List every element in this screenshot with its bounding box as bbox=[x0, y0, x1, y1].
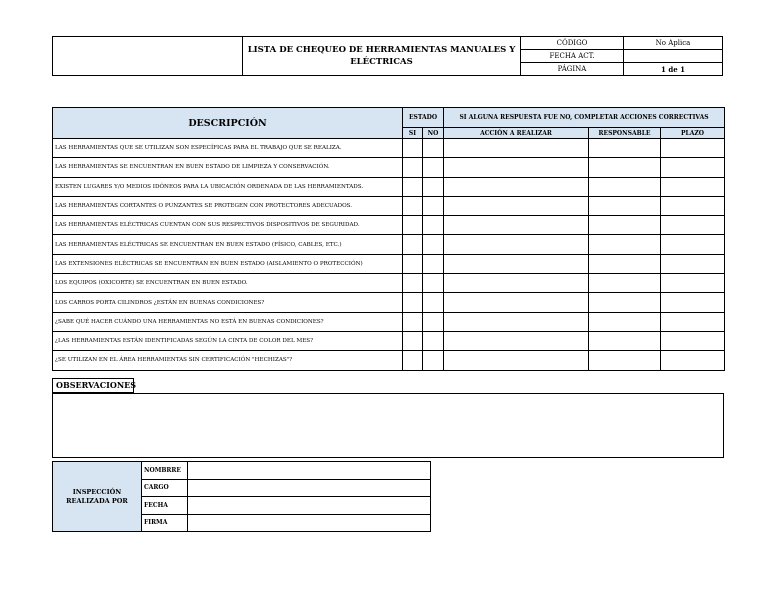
checklist-row bbox=[53, 254, 725, 273]
name-label: NOMBRRE bbox=[142, 462, 188, 480]
no-cell[interactable] bbox=[423, 331, 444, 350]
corrective-actions-header: SI ALGUNA RESPUESTA FUE NO, COMPLETAR ACCIONES CORRECTIVAS bbox=[444, 108, 725, 128]
no-cell[interactable] bbox=[423, 254, 444, 273]
no-cell[interactable] bbox=[423, 196, 444, 215]
logo-area bbox=[53, 37, 243, 76]
item-description: EXISTEN LUGARES Y/O MEDIOS IDÓNEOS PARA LA UBICACIÓN ORDENADA DE LAS HERRAMIENTADS. bbox=[53, 177, 403, 196]
item-description: LOS EQUIPOS (OXICORTE) SE ENCUENTRAN EN BUEN ESTADO. bbox=[53, 274, 403, 293]
update-date-value[interactable] bbox=[624, 50, 723, 63]
item-description: ¿SE UTILIZAN EN EL ÁREA HERRAMIENTAS SIN CERTIFICACIÓN "HECHIZAS"? bbox=[53, 351, 403, 370]
si-cell[interactable] bbox=[403, 351, 423, 370]
update-date-label: FECHA ACT. bbox=[521, 50, 624, 63]
deadline-cell[interactable] bbox=[661, 177, 725, 196]
action-cell[interactable] bbox=[444, 139, 589, 158]
checklist-row bbox=[53, 312, 725, 331]
action-cell[interactable] bbox=[444, 235, 589, 254]
inspection-table bbox=[52, 461, 431, 532]
responsible-cell[interactable] bbox=[589, 177, 661, 196]
responsible-cell[interactable] bbox=[589, 351, 661, 370]
inspection-label: INSPECCIÓN REALIZADA POR bbox=[53, 462, 142, 532]
no-cell[interactable] bbox=[423, 216, 444, 235]
page-value: 1 de 1 bbox=[624, 63, 723, 76]
deadline-cell[interactable] bbox=[661, 254, 725, 273]
checklist-table bbox=[52, 107, 725, 371]
checklist-row bbox=[53, 351, 725, 370]
deadline-cell[interactable] bbox=[661, 235, 725, 254]
si-cell[interactable] bbox=[403, 312, 423, 331]
signature-label: FIRMA bbox=[142, 514, 188, 532]
responsible-cell[interactable] bbox=[589, 216, 661, 235]
no-cell[interactable] bbox=[423, 351, 444, 370]
item-description: LAS HERRAMIENTAS QUE SE UTILIZAN SON ESPECÍFICAS PARA EL TRABAJO QUE SE REALIZA. bbox=[53, 139, 403, 158]
action-cell[interactable] bbox=[444, 293, 589, 312]
item-description: ¿SABE QUÉ HACER CUÁNDO UNA HERRAMIENTAS NO ESTÁ EN BUENAS CONDICIONES? bbox=[53, 312, 403, 331]
date-field[interactable] bbox=[188, 497, 431, 515]
responsible-cell[interactable] bbox=[589, 235, 661, 254]
deadline-cell[interactable] bbox=[661, 158, 725, 177]
no-header: NO bbox=[423, 128, 444, 139]
code-label: CÓDIGO bbox=[521, 37, 624, 50]
no-cell[interactable] bbox=[423, 177, 444, 196]
no-cell[interactable] bbox=[423, 293, 444, 312]
action-cell[interactable] bbox=[444, 196, 589, 215]
checklist-row bbox=[53, 331, 725, 350]
deadline-cell[interactable] bbox=[661, 196, 725, 215]
observations-box[interactable] bbox=[52, 393, 724, 458]
checklist-row bbox=[53, 139, 725, 158]
si-cell[interactable] bbox=[403, 139, 423, 158]
action-cell[interactable] bbox=[444, 274, 589, 293]
deadline-header: PLAZO bbox=[661, 128, 725, 139]
no-cell[interactable] bbox=[423, 274, 444, 293]
item-description: LAS HERRAMIENTAS ELÉCTRICAS CUENTAN CON SUS RESPECTIVOS DISPOSITIVOS DE SEGURIDAD. bbox=[53, 216, 403, 235]
deadline-cell[interactable] bbox=[661, 312, 725, 331]
name-field[interactable] bbox=[188, 462, 431, 480]
item-description: LAS EXTENSIONES ELÉCTRICAS SE ENCUENTRAN EN BUEN ESTADO (AISLAMIENTO O PROTECCIÓN) bbox=[53, 254, 403, 273]
deadline-cell[interactable] bbox=[661, 274, 725, 293]
responsible-cell[interactable] bbox=[589, 312, 661, 331]
action-cell[interactable] bbox=[444, 216, 589, 235]
no-cell[interactable] bbox=[423, 158, 444, 177]
si-cell[interactable] bbox=[403, 158, 423, 177]
deadline-cell[interactable] bbox=[661, 216, 725, 235]
si-cell[interactable] bbox=[403, 235, 423, 254]
checklist-row bbox=[53, 177, 725, 196]
si-cell[interactable] bbox=[403, 274, 423, 293]
action-cell[interactable] bbox=[444, 331, 589, 350]
deadline-cell[interactable] bbox=[661, 293, 725, 312]
action-cell[interactable] bbox=[444, 254, 589, 273]
action-cell[interactable] bbox=[444, 158, 589, 177]
no-cell[interactable] bbox=[423, 139, 444, 158]
description-header: DESCRIPCIÓN bbox=[53, 108, 403, 139]
action-cell[interactable] bbox=[444, 177, 589, 196]
observations-label: OBSERVACIONES bbox=[52, 378, 134, 393]
item-description: ¿LAS HERRAMIENTAS ESTÁN IDENTIFICADAS SEGÚN LA CINTA DE COLOR DEL MES? bbox=[53, 331, 403, 350]
deadline-cell[interactable] bbox=[661, 331, 725, 350]
si-cell[interactable] bbox=[403, 216, 423, 235]
checklist-row bbox=[53, 158, 725, 177]
checklist-row bbox=[53, 274, 725, 293]
item-description: LAS HERRAMIENTAS CORTANTES O PUNZANTES SE PROTEGEN CON PROTECTORES ADECUADOS. bbox=[53, 196, 403, 215]
page-label: PÁGINA bbox=[521, 63, 624, 76]
item-description: LOS CARROS PORTA CILINDROS ¿ESTÁN EN BUENAS CONDICIONES? bbox=[53, 293, 403, 312]
responsible-cell[interactable] bbox=[589, 254, 661, 273]
checklist-row bbox=[53, 235, 725, 254]
checklist-row bbox=[53, 293, 725, 312]
responsible-cell[interactable] bbox=[589, 139, 661, 158]
checklist-row bbox=[53, 196, 725, 215]
checklist-row bbox=[53, 216, 725, 235]
no-cell[interactable] bbox=[423, 312, 444, 331]
document-title: LISTA DE CHEQUEO DE HERRAMIENTAS MANUALES Y ELÉCTRICAS bbox=[243, 37, 521, 76]
action-cell[interactable] bbox=[444, 351, 589, 370]
responsible-cell[interactable] bbox=[589, 274, 661, 293]
si-cell[interactable] bbox=[403, 196, 423, 215]
responsible-cell[interactable] bbox=[589, 196, 661, 215]
responsible-header: RESPONSABLE bbox=[589, 128, 661, 139]
item-description: LAS HERRAMIENTAS ELÉCTRICAS SE ENCUENTRAN EN BUEN ESTADO (FÍSICO, CABLES, ETC.) bbox=[53, 235, 403, 254]
si-cell[interactable] bbox=[403, 293, 423, 312]
code-value: No Aplica bbox=[624, 37, 723, 50]
action-cell[interactable] bbox=[444, 312, 589, 331]
no-cell[interactable] bbox=[423, 235, 444, 254]
responsible-cell[interactable] bbox=[589, 158, 661, 177]
date-label: FECHA bbox=[142, 497, 188, 515]
si-cell[interactable] bbox=[403, 331, 423, 350]
si-cell[interactable] bbox=[403, 254, 423, 273]
si-cell[interactable] bbox=[403, 177, 423, 196]
position-label: CARGO bbox=[142, 479, 188, 497]
deadline-cell[interactable] bbox=[661, 139, 725, 158]
responsible-cell[interactable] bbox=[589, 331, 661, 350]
responsible-cell[interactable] bbox=[589, 293, 661, 312]
action-header: ACCIÓN A REALIZAR bbox=[444, 128, 589, 139]
si-header: SI bbox=[403, 128, 423, 139]
estado-header: ESTADO bbox=[403, 108, 444, 128]
position-field[interactable] bbox=[188, 479, 431, 497]
item-description: LAS HERRAMIENTAS SE ENCUENTRAN EN BUEN ESTADO DE LIMPIEZA Y CONSERVACIÓN. bbox=[53, 158, 403, 177]
deadline-cell[interactable] bbox=[661, 351, 725, 370]
signature-field[interactable] bbox=[188, 514, 431, 532]
document-header bbox=[52, 36, 723, 76]
